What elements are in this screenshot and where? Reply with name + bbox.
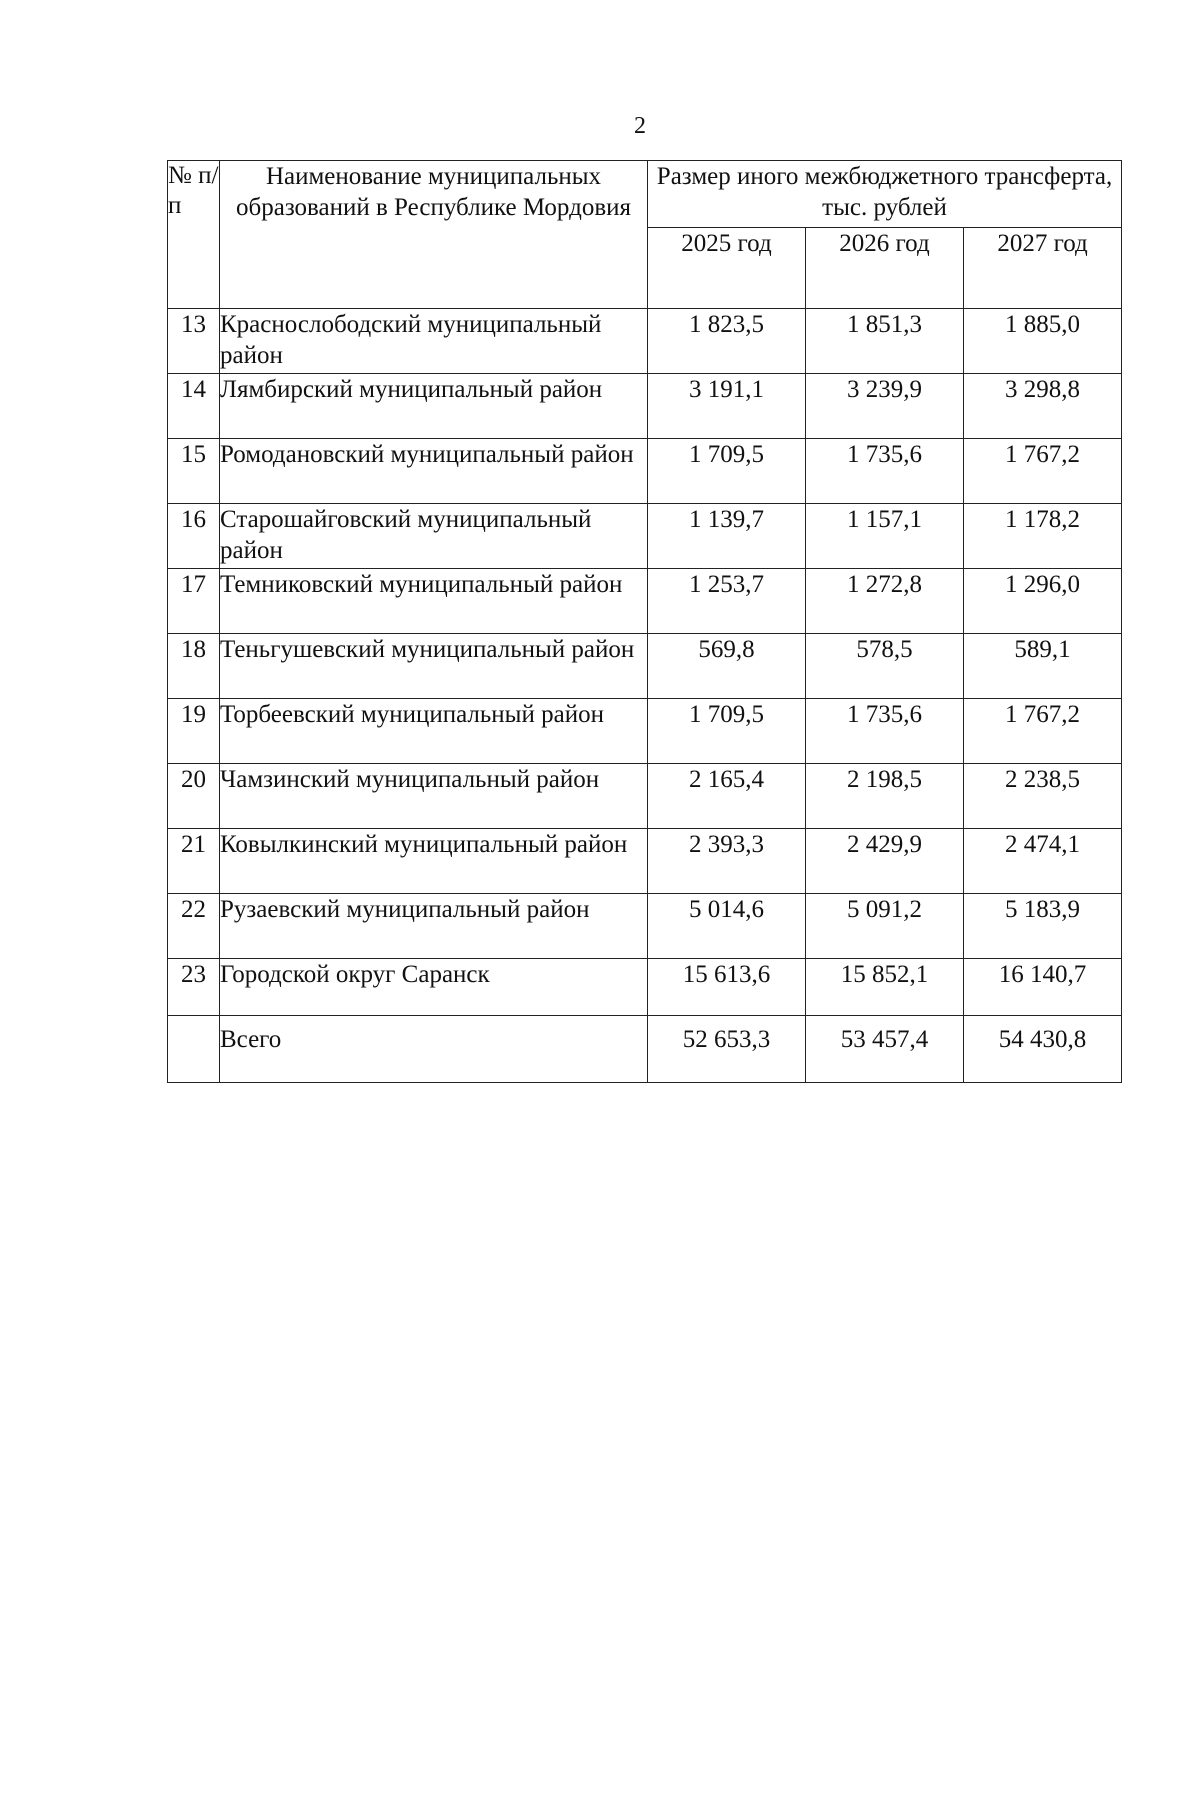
row-value-2025: 1 709,5 <box>648 439 806 504</box>
row-number: 19 <box>168 699 220 764</box>
table-row <box>168 504 1122 569</box>
row-name: Чамзинский муниципальный район <box>220 764 648 829</box>
table-row <box>168 634 1122 699</box>
row-value-2026: 2 198,5 <box>806 764 964 829</box>
table-row <box>168 829 1122 894</box>
table-body <box>168 309 1122 1083</box>
row-value-2027: 1 885,0 <box>964 309 1122 374</box>
row-number: 23 <box>168 959 220 1016</box>
row-value-2026: 3 239,9 <box>806 374 964 439</box>
row-name: Ромодановский муниципальный район <box>220 439 648 504</box>
total-row <box>168 1016 1122 1083</box>
row-value-2027: 3 298,8 <box>964 374 1122 439</box>
row-value-2027: 16 140,7 <box>964 959 1122 1016</box>
row-name: Торбеевский муниципальный район <box>220 699 648 764</box>
row-value-2025: 15 613,6 <box>648 959 806 1016</box>
total-value-2027: 54 430,8 <box>964 1016 1122 1083</box>
row-name: Теньгушевский муниципальный район <box>220 634 648 699</box>
row-value-2025: 569,8 <box>648 634 806 699</box>
header-year-2025: 2025 год <box>648 228 806 309</box>
row-value-2027: 1 296,0 <box>964 569 1122 634</box>
row-name: Темниковский муниципальный район <box>220 569 648 634</box>
row-value-2026: 1 851,3 <box>806 309 964 374</box>
row-value-2025: 1 709,5 <box>648 699 806 764</box>
total-value-2025: 52 653,3 <box>648 1016 806 1083</box>
table-row <box>168 439 1122 504</box>
header-name: Наименование муниципальных образований в Республике Мордовия <box>220 161 648 309</box>
row-number: 14 <box>168 374 220 439</box>
header-number: № п/п <box>168 161 220 309</box>
row-number: 18 <box>168 634 220 699</box>
row-value-2027: 2 474,1 <box>964 829 1122 894</box>
row-value-2026: 1 735,6 <box>806 699 964 764</box>
row-value-2026: 1 735,6 <box>806 439 964 504</box>
row-value-2025: 2 165,4 <box>648 764 806 829</box>
page-number: 2 <box>634 113 646 139</box>
total-label: Всего <box>220 1016 648 1083</box>
row-number: 15 <box>168 439 220 504</box>
row-value-2026: 2 429,9 <box>806 829 964 894</box>
row-value-2027: 1 767,2 <box>964 699 1122 764</box>
header-year-2027: 2027 год <box>964 228 1122 309</box>
row-name: Старошайговский муниципальный район <box>220 504 648 569</box>
row-name: Городской округ Саранск <box>220 959 648 1016</box>
row-value-2025: 1 823,5 <box>648 309 806 374</box>
header-year-2026: 2026 год <box>806 228 964 309</box>
row-number: 21 <box>168 829 220 894</box>
row-name: Ковылкинский муниципальный район <box>220 829 648 894</box>
row-value-2025: 1 139,7 <box>648 504 806 569</box>
row-number: 22 <box>168 894 220 959</box>
total-value-2026: 53 457,4 <box>806 1016 964 1083</box>
row-value-2027: 1 767,2 <box>964 439 1122 504</box>
row-value-2027: 589,1 <box>964 634 1122 699</box>
table-row <box>168 764 1122 829</box>
table-row <box>168 569 1122 634</box>
row-value-2027: 2 238,5 <box>964 764 1122 829</box>
row-number: 17 <box>168 569 220 634</box>
row-value-2026: 5 091,2 <box>806 894 964 959</box>
row-value-2027: 5 183,9 <box>964 894 1122 959</box>
row-value-2026: 1 272,8 <box>806 569 964 634</box>
row-name: Рузаевский муниципальный район <box>220 894 648 959</box>
header-row-top <box>168 161 1122 228</box>
row-value-2027: 1 178,2 <box>964 504 1122 569</box>
row-value-2025: 3 191,1 <box>648 374 806 439</box>
row-value-2025: 1 253,7 <box>648 569 806 634</box>
row-value-2026: 1 157,1 <box>806 504 964 569</box>
table-row <box>168 699 1122 764</box>
table-row <box>168 309 1122 374</box>
table-header <box>168 161 1122 309</box>
total-number <box>168 1016 220 1083</box>
table-row <box>168 374 1122 439</box>
row-number: 20 <box>168 764 220 829</box>
row-value-2025: 5 014,6 <box>648 894 806 959</box>
row-name: Краснослободский муниципальный район <box>220 309 648 374</box>
row-value-2026: 15 852,1 <box>806 959 964 1016</box>
row-number: 16 <box>168 504 220 569</box>
table-row <box>168 894 1122 959</box>
table-row <box>168 959 1122 1016</box>
transfer-table <box>167 160 1122 1083</box>
row-value-2026: 578,5 <box>806 634 964 699</box>
row-value-2025: 2 393,3 <box>648 829 806 894</box>
row-name: Лямбирский муниципальный район <box>220 374 648 439</box>
row-number: 13 <box>168 309 220 374</box>
header-transfer-group: Размер иного межбюджетного трансферта, тыс. рублей <box>648 161 1122 228</box>
